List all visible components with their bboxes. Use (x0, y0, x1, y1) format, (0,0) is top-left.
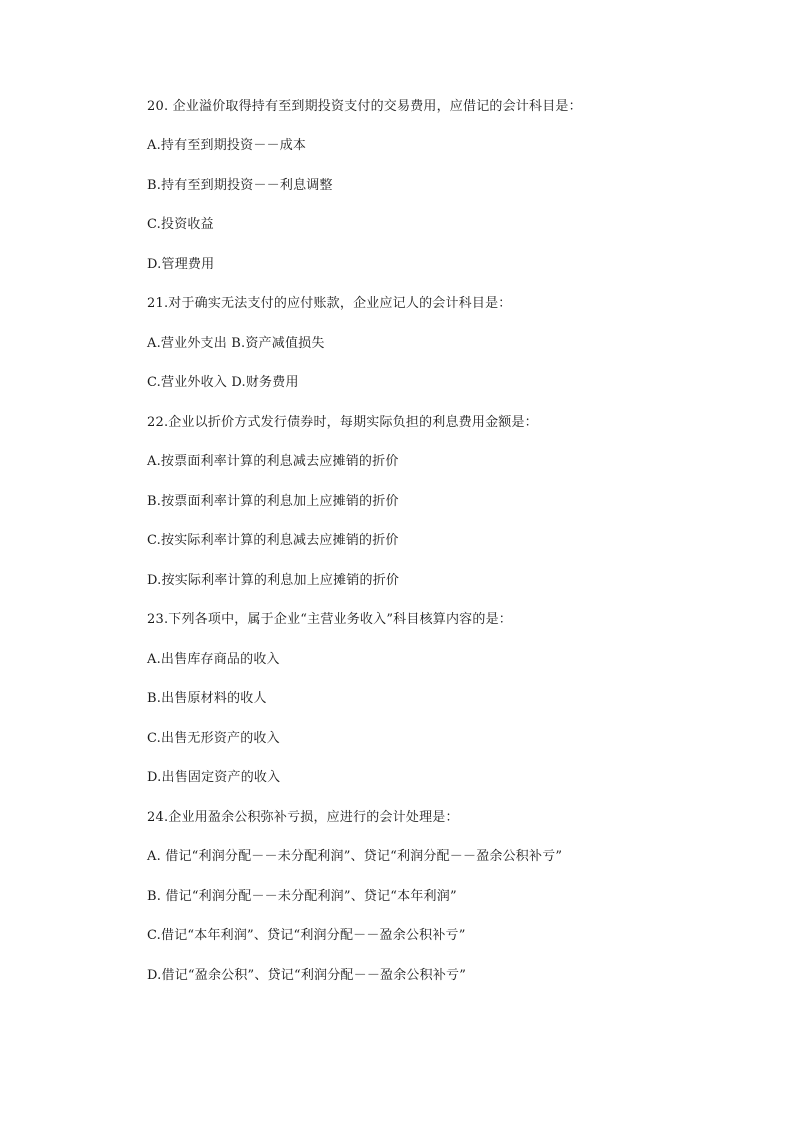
question-24-option-b: B. 借记“利润分配－－未分配利润”、贷记“本年利润” (147, 889, 457, 904)
question-23-option-a: A.出售库存商品的收入 (147, 652, 280, 667)
question-22-option-b: B.按票面利率计算的利息加上应摊销的折价 (147, 494, 399, 509)
question-22-option-d: D.按实际利率计算的利息加上应摊销的折价 (147, 573, 400, 588)
question-20-option-b: B.持有至到期投资－－利息调整 (147, 178, 333, 193)
question-22-option-a: A.按票面利率计算的利息减去应摊销的折价 (147, 454, 399, 469)
question-24-option-a: A. 借记“利润分配－－未分配利润”、贷记“利润分配－－盈余公积补亏” (147, 849, 563, 864)
question-20-option-d: D.管理费用 (147, 257, 215, 272)
question-24-option-d: D.借记“盈余公积”、贷记“利润分配－－盈余公积补亏” (147, 968, 467, 983)
question-21-options-ab: A.营业外支出 B.资产减值损失 (147, 336, 325, 351)
question-22-stem: 22.企业以折价方式发行债券时，每期实际负担的利息费用金额是： (147, 415, 538, 430)
question-23-option-c: C.出售无形资产的收入 (147, 731, 280, 746)
question-20-option-a: A.持有至到期投资－－成本 (147, 138, 307, 153)
question-24-stem: 24.企业用盈余公积弥补亏损，应进行的会计处理是： (147, 810, 459, 825)
question-23-option-b: B.出售原材料的收人 (147, 691, 267, 706)
question-21-options-cd: C.营业外收入 D.财务费用 (147, 375, 299, 390)
question-24-option-c: C.借记“本年利润”、贷记“利润分配－－盈余公积补亏” (147, 928, 466, 943)
question-20-stem: 20. 企业溢价取得持有至到期投资支付的交易费用，应借记的会计科目是： (147, 99, 582, 114)
question-23-option-d: D.出售固定资产的收入 (147, 770, 281, 785)
question-20-option-c: C.投资收益 (147, 217, 214, 232)
question-23-stem: 23.下列各项中，属于企业“主营业务收入”科目核算内容的是： (147, 612, 512, 627)
question-21-stem: 21.对于确实无法支付的应付账款，企业应记人的会计科目是： (147, 296, 512, 311)
question-22-option-c: C.按实际利率计算的利息减去应摊销的折价 (147, 533, 399, 548)
